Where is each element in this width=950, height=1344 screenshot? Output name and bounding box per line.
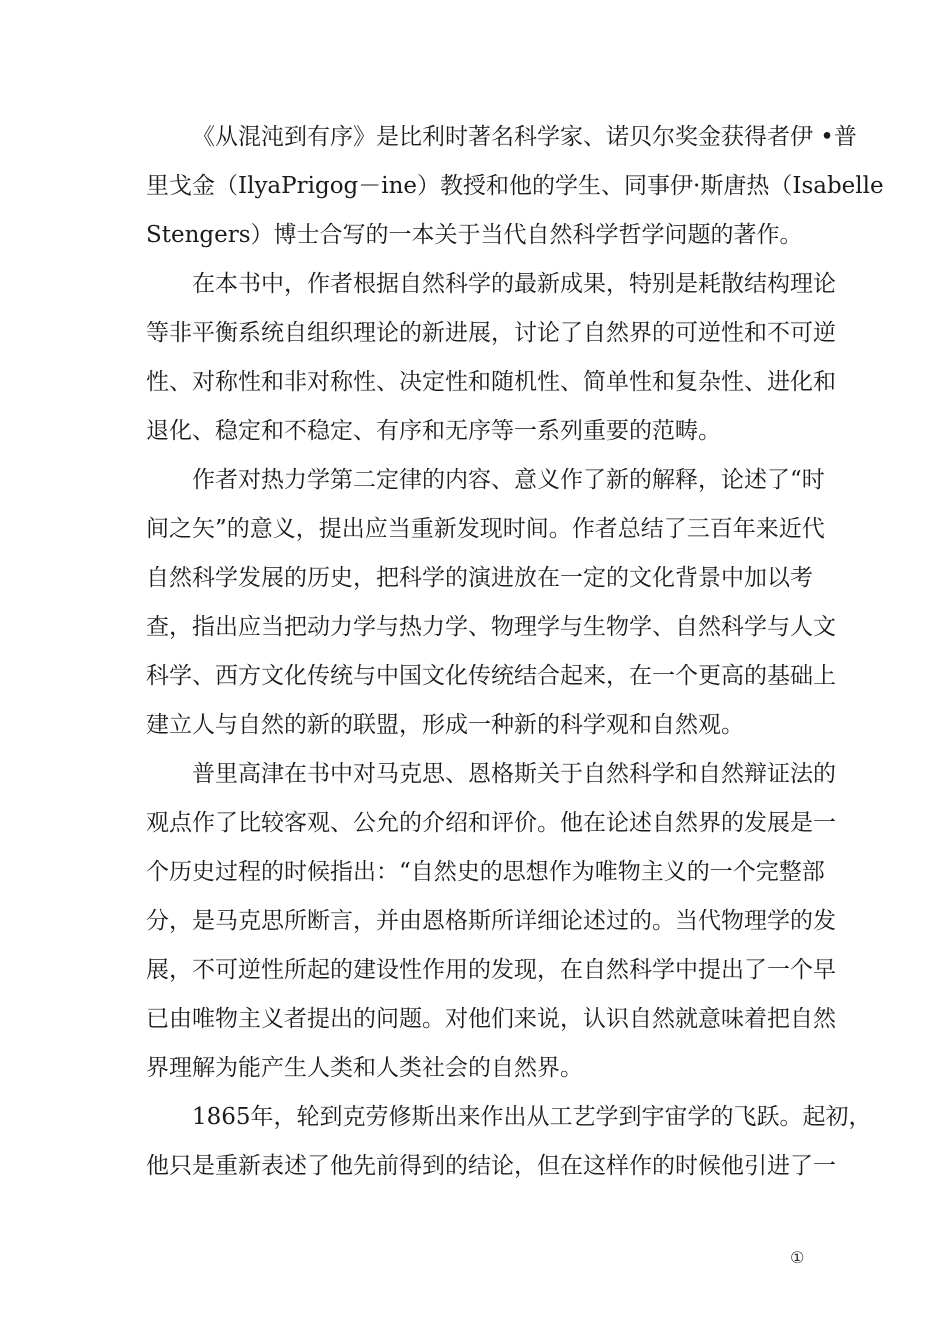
text-line: 科学、西方文化传统与中国文化传统结合起来，在一个更高的基础上	[146, 663, 836, 689]
footnote-marker: ①	[790, 1248, 805, 1267]
text-line: 《从混沌到有序》是比利时著名科学家、诺贝尔奖金获得者伊 •普	[192, 124, 857, 150]
text-line: 等非平衡系统自组织理论的新进展，讨论了自然界的可逆性和不可逆	[146, 320, 836, 346]
text-line: 性、对称性和非对称性、决定性和随机性、简单性和复杂性、进化和	[146, 369, 836, 395]
text-line: 1865年，轮到克劳修斯出来作出从工艺学到宇宙学的飞跃。起初，	[192, 1104, 872, 1130]
paragraph-3	[146, 456, 836, 750]
text-line: 退化、稳定和不稳定、有序和无序等一系列重要的范畴。	[146, 418, 721, 444]
text-line: 他只是重新表述了他先前得到的结论，但在这样作的时候他引进了一	[146, 1153, 836, 1179]
text-line: Stengers）博士合写的一本关于当代自然科学哲学问题的著作。	[146, 222, 803, 248]
text-line: 观点作了比较客观、公允的介绍和评价。他在论述自然界的发展是一	[146, 810, 836, 836]
text-line: 间之矢”的意义，提出应当重新发现时间。作者总结了三百年来近代	[146, 516, 825, 542]
text-line: 查，指出应当把动力学与热力学、物理学与生物学、自然科学与人文	[146, 614, 836, 640]
paragraph-2	[146, 260, 836, 456]
paragraph-5	[146, 1093, 872, 1191]
text-line: 作者对热力学第二定律的内容、意义作了新的解释，论述了“时	[192, 467, 825, 493]
text-line: 展，不可逆性所起的建设性作用的发现，在自然科学中提出了一个早	[146, 957, 836, 983]
text-line: 个历史过程的时候指出：“自然史的思想作为唯物主义的一个完整部	[146, 859, 825, 885]
text-line: 分，是马克思所断言，并由恩格斯所详细论述过的。当代物理学的发	[146, 908, 836, 934]
text-line: 建立人与自然的新的联盟，形成一种新的科学观和自然观。	[146, 712, 744, 738]
body-text	[146, 113, 884, 1191]
text-line: 里戈金（IlyaPrigog－ine）教授和他的学生、同事伊·斯唐热（Isabelle	[146, 173, 884, 199]
text-line: 已由唯物主义者提出的问题。对他们来说，认识自然就意味着把自然	[146, 1006, 836, 1032]
text-line: 界理解为能产生人类和人类社会的自然界。	[146, 1055, 583, 1081]
text-line: 在本书中，作者根据自然科学的最新成果，特别是耗散结构理论	[192, 271, 836, 297]
paragraph-1	[146, 113, 884, 260]
text-line: 普里高津在书中对马克思、恩格斯关于自然科学和自然辩证法的	[192, 761, 836, 787]
text-line: 自然科学发展的历史，把科学的演进放在一定的文化背景中加以考	[146, 565, 813, 591]
paragraph-4	[146, 750, 836, 1093]
